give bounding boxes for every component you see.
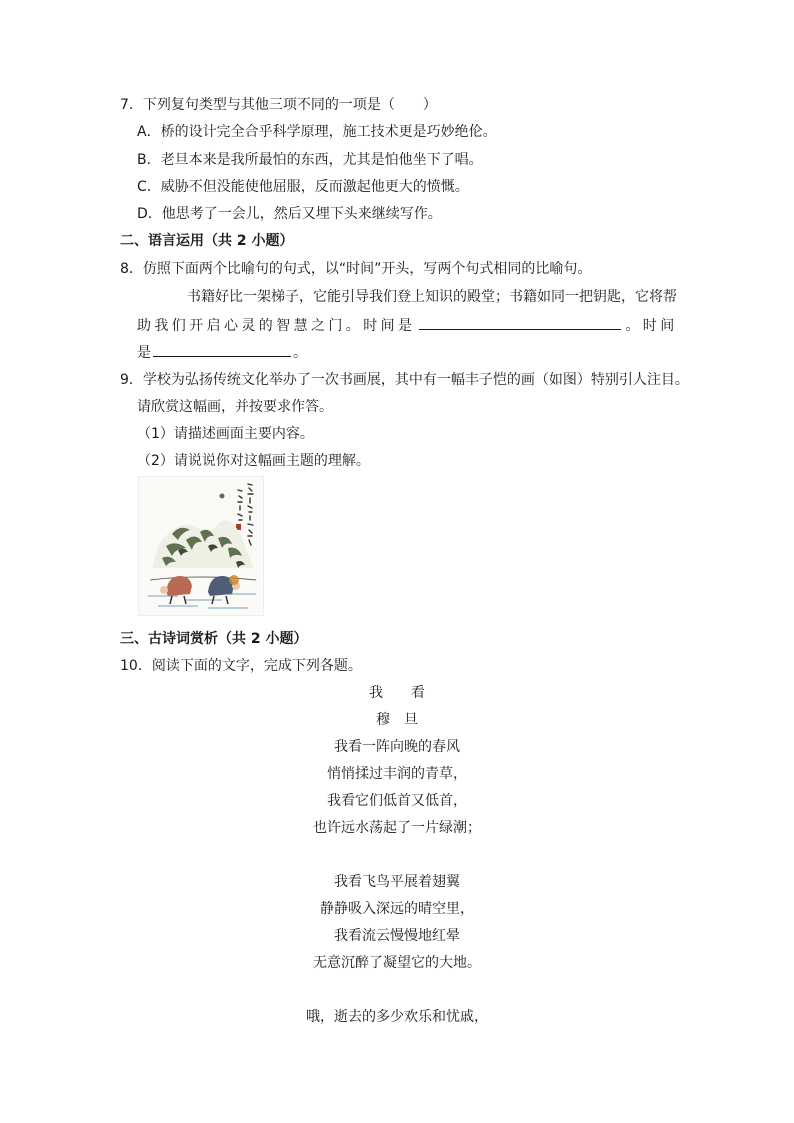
- q8-example-line1: 书籍好比一架梯子，它能引导我们登上知识的殿堂；书籍如同一把钥匙，它将帮: [187, 289, 677, 305]
- poem-line: 静静吸入深远的晴空里，: [320, 901, 474, 917]
- section-3-heading: 三、古诗词赏析（共 2 小题）: [120, 631, 308, 647]
- q8-line3-text: 是: [137, 345, 151, 361]
- poem-line: 我看流云慢慢地红晕: [334, 928, 460, 944]
- poem-line: 也许远水荡起了一片绿潮；: [313, 820, 481, 836]
- q7-option-a: A．桥的设计完全合乎科学原理，施工技术更是巧妙绝伦。: [137, 124, 497, 140]
- painting-illustration: [138, 476, 264, 616]
- q9-stem-cont: 请欣赏这幅画，并按要求作答。: [137, 399, 333, 415]
- poem-title: 我 看: [369, 685, 425, 701]
- poem-line: 无意沉醉了凝望它的大地。: [313, 955, 481, 971]
- q9-stem: 9．学校为弘扬传统文化举办了一次书画展，其中有一幅丰子恺的画（如图）特别引人注目。: [120, 372, 689, 388]
- q8-example-line3: [137, 342, 307, 363]
- q7-option-b: B．老旦本来是我所最怕的东西，尤其是怕他坐下了唱。: [137, 152, 483, 168]
- q9-sub-question-1: （1）请描述画面主要内容。: [137, 426, 314, 442]
- feng-zikai-painting: [138, 476, 264, 616]
- section-2-heading: 二、语言运用（共 2 小题）: [120, 233, 294, 249]
- q7-stem: 7．下列复句类型与其他三项不同的一项是（ ）: [120, 97, 437, 113]
- q10-stem: 10．阅读下面的文字，完成下列各题。: [120, 658, 362, 674]
- poem-line: 我看飞鸟平展着翅翼: [334, 874, 460, 890]
- q8-stem: 8．仿照下面两个比喻句的句式，以“时间”开头，写两个句式相同的比喻句。: [120, 261, 592, 277]
- poem-line: 悄悄揉过丰润的青草，: [327, 766, 467, 782]
- q9-sub-question-2: （2）请说说你对这幅画主题的理解。: [137, 453, 370, 469]
- poem-line: 我看一阵向晚的春风: [334, 739, 460, 755]
- poem-line: 哦，逝去的多少欢乐和忧戚，: [306, 1009, 488, 1025]
- poem-line: 我看它们低首又低首，: [327, 793, 467, 809]
- q8-answer-blank-1[interactable]: [419, 315, 621, 330]
- q8-line3-end: 。: [293, 345, 307, 361]
- q8-answer-blank-2[interactable]: [153, 342, 291, 357]
- q8-line2-tail: 。时间: [625, 318, 678, 334]
- q7-option-c: C．威胁不但没能使他屈服，反而激起他更大的愤慨。: [137, 179, 469, 195]
- q7-option-d: D．他思考了一会儿，然后又埋下头来继续写作。: [137, 206, 442, 222]
- poem-author: 穆 旦: [376, 712, 418, 728]
- q8-example-line2: [137, 315, 678, 336]
- q8-line2-text: 助我们开启心灵的智慧之门。时间是: [137, 318, 416, 334]
